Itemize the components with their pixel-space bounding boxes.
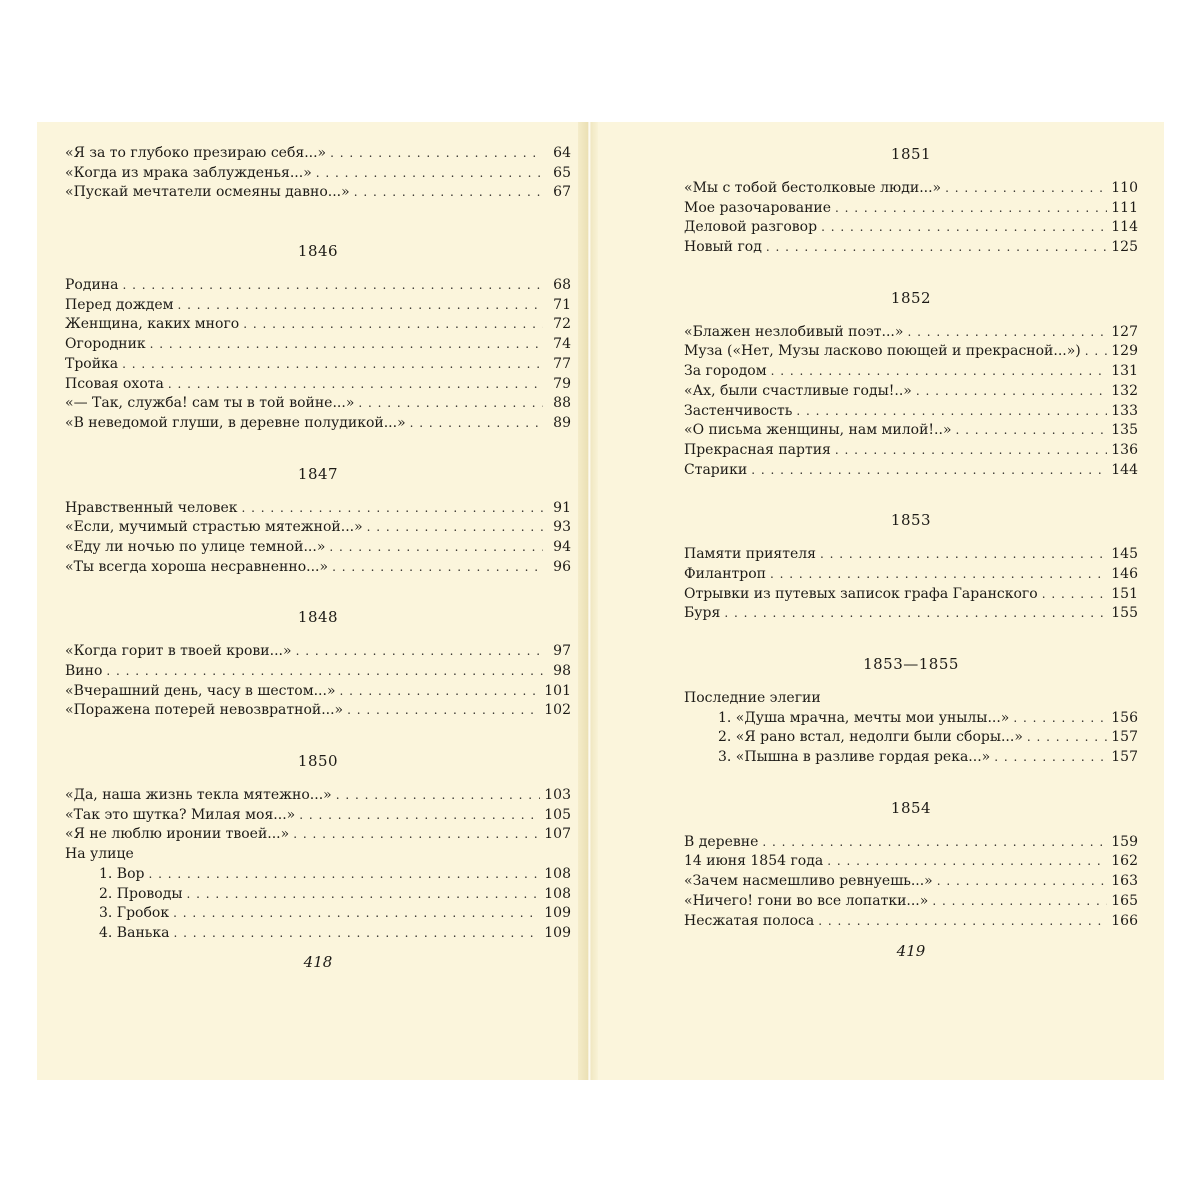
toc-entry <box>65 296 571 316</box>
entry-page-number: 79 <box>553 375 571 392</box>
entry-page-number: 65 <box>553 164 571 181</box>
entry-title: «Ах, были счастливые годы!..» <box>684 382 912 399</box>
toc-entry <box>684 852 1138 872</box>
entry-page-number: 156 <box>1111 709 1138 726</box>
entry-title: Вино <box>65 663 103 679</box>
toc-entry <box>684 461 1138 481</box>
entry-page-number: 166 <box>1111 912 1138 929</box>
toc-entry <box>684 585 1138 605</box>
entry-page-number: 98 <box>553 663 571 679</box>
toc-entry <box>65 276 571 296</box>
entry-page-number: 111 <box>1111 199 1138 216</box>
entry-title: Перед дождем <box>65 296 174 313</box>
dot-leader <box>296 642 543 662</box>
toc-entry <box>65 164 571 184</box>
entry-page-number: 102 <box>544 702 571 719</box>
year-heading: 1853 <box>890 511 932 530</box>
entry-list <box>65 642 571 721</box>
toc-entry <box>65 394 571 414</box>
entry-title: «В неведомой глуши, в деревне полудикой...» <box>65 414 406 431</box>
entry-title: Буря <box>684 605 721 622</box>
entry-list <box>684 833 1138 931</box>
entry-title: 14 июня 1854 года <box>684 853 824 870</box>
entry-list <box>684 323 1138 481</box>
toc-entry <box>684 323 1138 343</box>
entry-page-number: 71 <box>553 296 571 313</box>
entry-title: «Ничего! гони во все лопатки...» <box>684 892 929 909</box>
dot-leader <box>907 323 1107 343</box>
entry-title: Огородник <box>65 336 146 353</box>
toc-entry <box>65 183 571 203</box>
dot-leader <box>332 558 543 578</box>
toc-entry <box>684 238 1138 258</box>
entry-list <box>65 276 571 434</box>
dot-leader <box>771 362 1108 382</box>
year-heading: 1853—1855 <box>863 655 959 673</box>
toc-entry <box>65 538 571 558</box>
left-top-entries <box>65 144 571 203</box>
dot-leader <box>106 662 543 682</box>
entry-page-number: 67 <box>553 184 571 201</box>
left-sections <box>65 203 571 944</box>
entry-page-number: 97 <box>553 643 571 660</box>
entry-title: Деловой разговор <box>684 219 818 236</box>
dot-leader <box>770 565 1107 585</box>
entry-page-number: 74 <box>553 336 571 353</box>
dot-leader <box>149 865 541 885</box>
dot-leader <box>956 421 1108 441</box>
entry-page-number: 64 <box>553 145 571 161</box>
year-heading: 1846 <box>297 242 339 261</box>
dot-leader <box>818 912 1107 932</box>
dot-leader <box>821 218 1107 238</box>
entry-page-number: 127 <box>1111 323 1138 340</box>
entry-list <box>684 179 1138 258</box>
group-heading: На улице <box>65 846 134 863</box>
entry-page-number: 110 <box>1111 180 1138 196</box>
entry-title: «Мы с тобой бестолковые люди...» <box>684 180 942 196</box>
entry-page-number: 165 <box>1111 892 1138 909</box>
entry-page-number: 89 <box>553 414 571 431</box>
entry-page-number: 162 <box>1111 853 1138 870</box>
entry-title: 1. Вор <box>99 865 145 882</box>
entry-title: «Так это шутка? Милая моя...» <box>65 806 296 823</box>
entry-page-number: 151 <box>1111 585 1138 602</box>
dot-leader <box>932 892 1107 912</box>
year-section <box>65 241 571 434</box>
toc-entry <box>65 518 571 538</box>
toc-entry <box>65 558 571 578</box>
dot-leader <box>1042 585 1108 605</box>
dot-leader <box>937 872 1108 892</box>
entry-title: Муза («Нет, Музы ласково поющей и прекрасной...») <box>684 343 1081 360</box>
dot-leader <box>916 382 1107 402</box>
dot-leader <box>316 164 543 184</box>
toc-entry <box>684 728 1138 748</box>
right-page <box>598 122 1164 1080</box>
dot-leader <box>751 461 1107 481</box>
page-number-left: 418 <box>303 952 333 971</box>
entry-page-number: 109 <box>544 924 571 941</box>
year-section <box>684 144 1138 258</box>
year-section <box>65 464 571 578</box>
entry-page-number: 132 <box>1111 382 1138 399</box>
year-section <box>684 654 1138 768</box>
entry-title: Филантроп <box>684 565 766 582</box>
entry-title: Нравственный человек <box>65 499 238 516</box>
dot-leader <box>367 518 543 538</box>
toc-entry <box>684 833 1138 853</box>
entry-title: «Зачем насмешливо ревнуешь...» <box>684 873 933 890</box>
toc-entry <box>684 912 1138 932</box>
entry-page-number: 103 <box>544 787 571 804</box>
entry-title: «Я не люблю иронии твоей...» <box>65 826 290 843</box>
entry-title: «Я за то глубоко презираю себя...» <box>65 145 327 161</box>
toc-entry <box>65 144 571 164</box>
entry-page-number: 91 <box>553 499 571 516</box>
toc-entry <box>65 499 571 519</box>
toc-entry <box>65 315 571 335</box>
entry-title: «Когда горит в твоей крови...» <box>65 643 292 660</box>
entry-title: «Да, наша жизнь текла мятежно...» <box>65 787 332 804</box>
dot-leader <box>766 238 1107 258</box>
entry-title: Псовая охота <box>65 375 164 392</box>
dot-leader <box>994 748 1107 768</box>
entry-page-number: 108 <box>544 865 571 882</box>
year-section <box>684 798 1138 931</box>
toc-entry <box>684 218 1138 238</box>
entry-page-number: 159 <box>1111 833 1138 850</box>
toc-entry <box>684 545 1138 565</box>
entry-title: Новый год <box>684 239 762 256</box>
dot-leader <box>186 885 540 905</box>
entry-page-number: 101 <box>544 682 571 699</box>
dot-leader <box>1027 728 1107 748</box>
toc-entry <box>684 421 1138 441</box>
entry-title: «О письма женщины, нам милой!..» <box>684 422 952 439</box>
entry-title: Родина <box>65 277 119 294</box>
year-section <box>65 751 571 944</box>
year-section <box>684 288 1138 481</box>
entry-page-number: 68 <box>553 277 571 294</box>
toc-entry <box>684 892 1138 912</box>
entry-page-number: 157 <box>1111 729 1138 746</box>
toc-entry <box>65 375 571 395</box>
entry-title: «— Так, служба! сам ты в той войне...» <box>65 395 355 412</box>
toc-entry <box>65 825 571 845</box>
year-heading: 1847 <box>297 464 339 483</box>
toc-entry <box>65 682 571 702</box>
toc-entry <box>65 786 571 806</box>
entry-page-number: 155 <box>1111 605 1138 622</box>
year-heading: 1848 <box>297 608 339 627</box>
toc-entry <box>684 199 1138 219</box>
year-section <box>65 607 571 721</box>
entry-title: «Пускай мечтатели осмеяны давно...» <box>65 184 350 201</box>
entry-title: 2. Проводы <box>99 885 183 902</box>
dot-leader <box>1013 709 1107 729</box>
entry-page-number: 144 <box>1111 461 1138 478</box>
dot-leader <box>330 144 543 164</box>
toc-entry <box>684 441 1138 461</box>
entry-page-number: 77 <box>553 355 571 372</box>
dot-leader <box>354 183 543 203</box>
entry-page-number: 135 <box>1111 422 1138 439</box>
toc-entry <box>684 179 1138 199</box>
entry-title: Тройка <box>65 355 119 372</box>
entry-title: 2. «Я рано встал, недолги были сборы...» <box>718 729 1023 746</box>
entry-page-number: 157 <box>1111 749 1138 766</box>
dot-leader <box>835 441 1107 461</box>
dot-leader <box>168 375 543 395</box>
toc-entry <box>684 362 1138 382</box>
entry-title: Женщина, каких много <box>65 316 240 333</box>
dot-leader <box>293 825 540 845</box>
entry-page-number: 145 <box>1111 546 1138 563</box>
entry-title: 4. Ванька <box>99 924 170 941</box>
dot-leader <box>173 904 540 924</box>
dot-leader <box>347 701 540 721</box>
toc-entry <box>65 335 571 355</box>
group-heading: Последние элегии <box>684 690 821 706</box>
toc-entry <box>65 414 571 434</box>
dot-leader <box>820 545 1107 565</box>
toc-entry <box>65 865 571 885</box>
entry-title: «Если, мучимый страстью мятежной...» <box>65 519 363 536</box>
dot-leader <box>243 315 543 335</box>
toc-entry <box>684 382 1138 402</box>
toc-entry <box>65 642 571 662</box>
toc-entry <box>684 748 1138 768</box>
year-heading: 1851 <box>890 145 932 163</box>
entry-title: В деревне <box>684 833 759 850</box>
entry-title: «Когда из мрака заблужденья...» <box>65 164 312 181</box>
entry-title: Старики <box>684 461 748 478</box>
entry-title: «Блажен незлобивый поэт...» <box>684 323 904 340</box>
entry-page-number: 72 <box>553 316 571 333</box>
entry-title: Застенчивость <box>684 402 793 419</box>
entry-title: Отрывки из путевых записок графа Гаранского <box>684 585 1038 602</box>
entry-page-number: 136 <box>1111 441 1138 458</box>
entry-list <box>65 786 571 944</box>
year-heading: 1854 <box>890 798 932 817</box>
dot-leader <box>945 179 1107 199</box>
dot-leader <box>336 786 541 806</box>
entry-page-number: 107 <box>544 826 571 843</box>
entry-page-number: 108 <box>544 885 571 902</box>
dot-leader <box>174 924 541 944</box>
entry-page-number: 125 <box>1111 239 1138 256</box>
dot-leader <box>340 682 541 702</box>
entry-page-number: 94 <box>553 538 571 555</box>
toc-entry <box>684 604 1138 624</box>
toc-entry <box>65 806 571 826</box>
dot-leader <box>122 276 543 296</box>
toc-entry <box>684 565 1138 585</box>
entry-page-number: 163 <box>1111 873 1138 890</box>
toc-entry <box>65 701 571 721</box>
dot-leader <box>1085 342 1108 362</box>
entry-title: «Еду ли ночью по улице темной...» <box>65 538 326 555</box>
entry-page-number: 109 <box>544 905 571 922</box>
toc-entry <box>65 885 571 905</box>
entry-page-number: 96 <box>553 558 571 575</box>
page-number-right: 419 <box>896 942 926 961</box>
entry-title: За городом <box>684 363 767 380</box>
dot-leader <box>827 852 1107 872</box>
book-gutter <box>578 122 600 1080</box>
dot-leader <box>299 806 540 826</box>
toc-entry <box>65 924 571 944</box>
dot-leader <box>358 394 543 414</box>
entry-title: 3. Гробок <box>99 905 170 922</box>
toc-entry <box>684 342 1138 362</box>
entry-page-number: 129 <box>1111 343 1138 360</box>
dot-leader <box>410 414 543 434</box>
toc-entry <box>65 355 571 375</box>
year-section <box>684 510 1138 624</box>
dot-leader <box>724 604 1107 624</box>
entry-page-number: 88 <box>553 395 571 412</box>
entry-title: 3. «Пышна в разливе гордая река...» <box>718 749 991 766</box>
year-heading: 1852 <box>890 288 932 307</box>
toc-entry <box>684 709 1138 729</box>
entry-title: Мое разочарование <box>684 199 832 216</box>
entry-page-number: 146 <box>1111 565 1138 582</box>
toc-entry <box>684 402 1138 422</box>
dot-leader <box>150 335 543 355</box>
toc-entry <box>65 904 571 924</box>
entry-title: Несжатая полоса <box>684 912 815 929</box>
entry-page-number: 133 <box>1111 402 1138 419</box>
right-sections <box>684 144 1138 931</box>
entry-title: «Вчерашний день, часу в шестом...» <box>65 682 336 699</box>
dot-leader <box>329 538 543 558</box>
dot-leader <box>762 833 1107 853</box>
dot-leader <box>835 199 1107 219</box>
dot-leader <box>122 355 543 375</box>
entry-title: «Поражена потерей невозвратной...» <box>65 702 344 719</box>
entry-list <box>684 689 1138 768</box>
entry-page-number: 131 <box>1111 363 1138 380</box>
entry-title: Памяти приятеля <box>684 546 817 563</box>
toc-entry <box>684 872 1138 892</box>
entry-title: Прекрасная партия <box>684 441 831 458</box>
left-page <box>37 122 595 1080</box>
entry-title: 1. «Душа мрачна, мечты мои унылы...» <box>718 709 1010 726</box>
dot-leader <box>796 402 1107 422</box>
entry-list <box>684 545 1138 624</box>
entry-list <box>65 499 571 578</box>
dot-leader <box>178 296 543 316</box>
entry-page-number: 105 <box>544 806 571 823</box>
year-heading: 1850 <box>297 752 339 771</box>
toc-entry <box>65 662 571 682</box>
entry-page-number: 114 <box>1111 219 1138 236</box>
dot-leader <box>242 499 543 519</box>
entry-title: «Ты всегда хороша несравненно...» <box>65 558 329 575</box>
entry-page-number: 93 <box>553 519 571 536</box>
